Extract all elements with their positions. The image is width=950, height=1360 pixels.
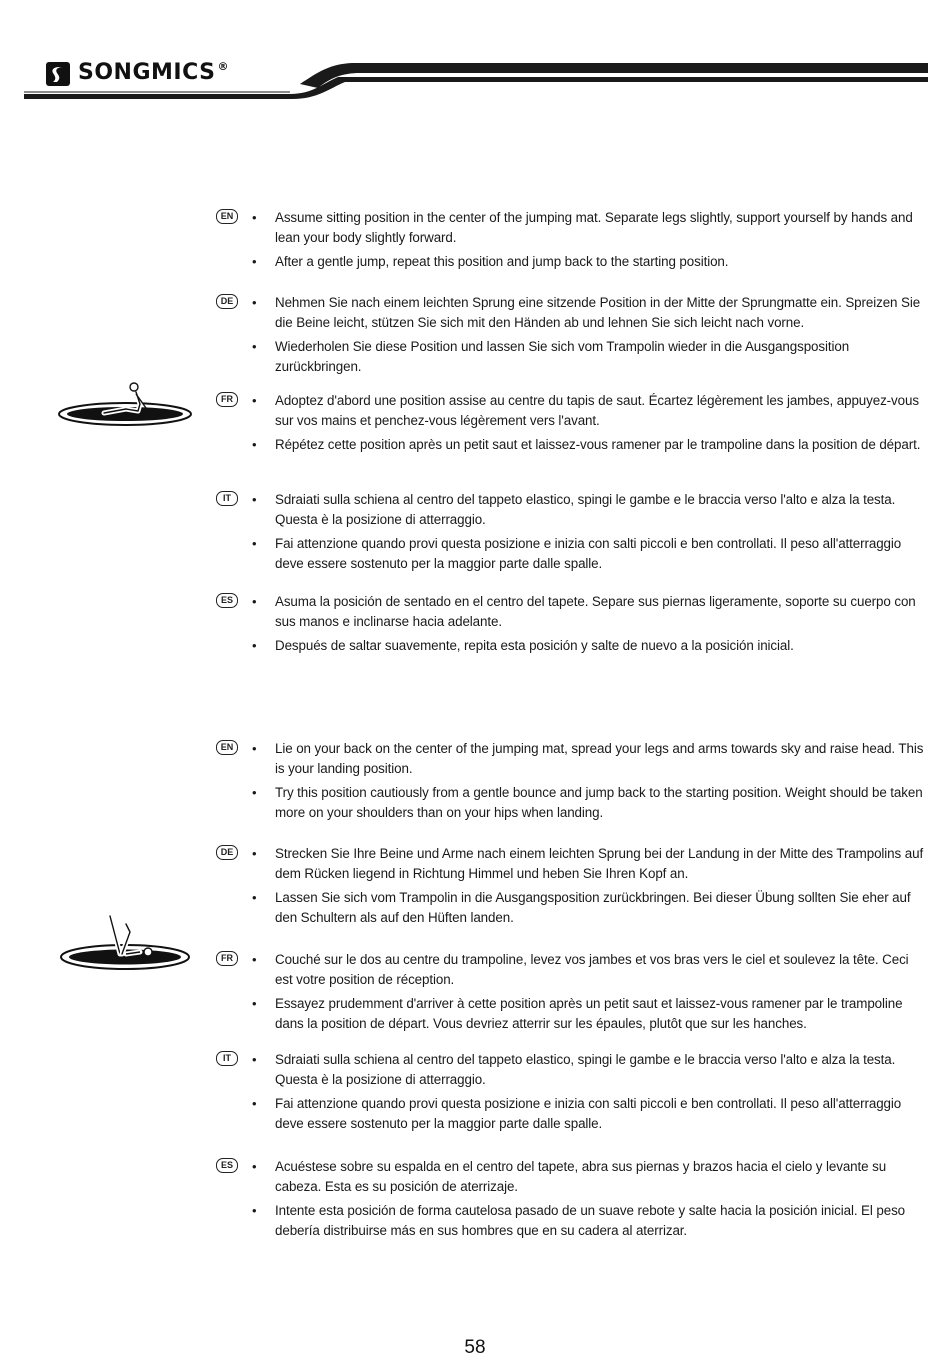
instruction-bullet: • After a gentle jump, repeat this position and jump back to the starting position. xyxy=(252,252,928,272)
bullet-list xyxy=(252,950,928,1038)
instruction-bullet: • Wiederholen Sie diese Position und lassen Sie sich vom Trampolin wieder in die Ausgangsposition zurückbringen. xyxy=(252,337,928,376)
instruction-bullet: • Lassen Sie sich vom Trampolin in die Ausgangsposition zurückbringen. Bei dieser Übung sollten Sie eher auf den Schultern als auf den Hüften landen. xyxy=(252,888,928,927)
instruction-bullet: • Sdraiati sulla schiena al centro del tappeto elastico, spingi le gambe e le braccia verso l'alto e alza la testa. Questa è la posizione di atterraggio. xyxy=(252,1050,928,1089)
page-header xyxy=(0,0,950,110)
instruction-bullet: • Acuéstese sobre su espalda en el centro del tapete, abra sus piernas y brazos hacia el cielo y levante su cabeza. Esta es su posición de aterrizaje. xyxy=(252,1157,928,1196)
brand-logo: SONGMICS ® xyxy=(78,60,229,85)
songmics-logo-icon xyxy=(44,60,74,90)
instruction-bullet: • Essayez prudemment d'arriver à cette position après un petit saut et laissez-vous ramener par le trampoline dans la position de départ. Vous devriez atterrir sur les épaules, plutôt que sur les hanches. xyxy=(252,994,928,1033)
instruction-bullet: • Répétez cette position après un petit saut et laissez-vous ramener par le trampoline dans la position de départ. xyxy=(252,435,928,455)
instruction-bullet: • Try this position cautiously from a gentle bounce and jump back to the starting position. Weight should be taken more on your shoulders than on your hips when landing. xyxy=(252,783,928,822)
bullet-list xyxy=(252,739,928,827)
instruction-bullet: • Nehmen Sie nach einem leichten Sprung eine sitzende Position in der Mitte der Sprungmatte ein. Spreizen Sie die Beine leicht, stützen Sie sich mit den Händen ab und lehnen Sie sich leicht nach vorne. xyxy=(252,293,928,332)
instruction-bullet: • Lie on your back on the center of the jumping mat, spread your legs and arms towards sky and raise head. This is your landing position. xyxy=(252,739,928,778)
bullet-list xyxy=(252,1050,928,1138)
instruction-bullet: • Intente esta posición de forma cautelosa pasado de un suave rebote y salte hacia la posición inicial. El peso debería distribuirse más en sus hombres que en su cadera al aterrizar. xyxy=(252,1201,928,1240)
language-badge-it: IT xyxy=(216,491,238,506)
language-badge-es: ES xyxy=(216,1158,238,1173)
instruction-bullet: • Strecken Sie Ihre Beine und Arme nach einem leichten Sprung bei der Landung in der Mitte des Trampolins auf dem Rücken liegend in Richtung Himmel und heben Sie Ihren Kopf an. xyxy=(252,844,928,883)
bullet-list xyxy=(252,592,928,661)
language-badge-es: ES xyxy=(216,593,238,608)
instruction-bullet: • Couché sur le dos au centre du trampoline, levez vos jambes et vos bras vers le ciel et soulevez la tête. Ceci est votre position de réception. xyxy=(252,950,928,989)
instruction-bullet: • Sdraiati sulla schiena al centro del tappeto elastico, spingi le gambe e le braccia verso l'alto e alza la testa. Questa è la posizione di atterraggio. xyxy=(252,490,928,529)
language-badge-de: DE xyxy=(216,294,238,309)
landing-position-illustration xyxy=(58,910,196,972)
bullet-list xyxy=(252,490,928,578)
language-badge-en: EN xyxy=(216,740,238,755)
instruction-bullet: • Fai attenzione quando provi questa posizione e inizia con salti piccoli e ben controllati. Il peso all'atterraggio deve essere sostenuto per la maggior parte dalle spalle. xyxy=(252,534,928,573)
bullet-list xyxy=(252,208,928,277)
bullet-list xyxy=(252,391,928,460)
instruction-bullet: • Adoptez d'abord une position assise au centre du tapis de saut. Écartez légèrement les jambes, appuyez-vous sur vos mains et penchez-vous légèrement vers l'avant. xyxy=(252,391,928,430)
page-number: 58 xyxy=(464,1337,486,1358)
bullet-list xyxy=(252,293,928,381)
language-badge-it: IT xyxy=(216,1051,238,1066)
language-badge-fr: FR xyxy=(216,951,238,966)
bullet-list xyxy=(252,844,928,932)
instruction-bullet: • Después de saltar suavemente, repita esta posición y salte de nuevo a la posición inicial. xyxy=(252,636,928,656)
bullet-list xyxy=(252,1157,928,1245)
language-badge-en: EN xyxy=(216,209,238,224)
sitting-position-illustration xyxy=(56,378,194,428)
language-badge-fr: FR xyxy=(216,392,238,407)
header-swoosh-graphic xyxy=(0,0,950,110)
instruction-bullet: • Asuma la posición de sentado en el centro del tapete. Separe sus piernas ligeramente, soporte su cuerpo con sus manos e inclinarse hacia adelante. xyxy=(252,592,928,631)
language-badge-de: DE xyxy=(216,845,238,860)
instruction-bullet: • Fai attenzione quando provi questa posizione e inizia con salti piccoli e ben controllati. Il peso all'atterraggio deve essere sostenuto per la maggior parte dalle spalle. xyxy=(252,1094,928,1133)
instruction-bullet: • Assume sitting position in the center of the jumping mat. Separate legs slightly, support yourself by hands and lean your body slightly forward. xyxy=(252,208,928,247)
